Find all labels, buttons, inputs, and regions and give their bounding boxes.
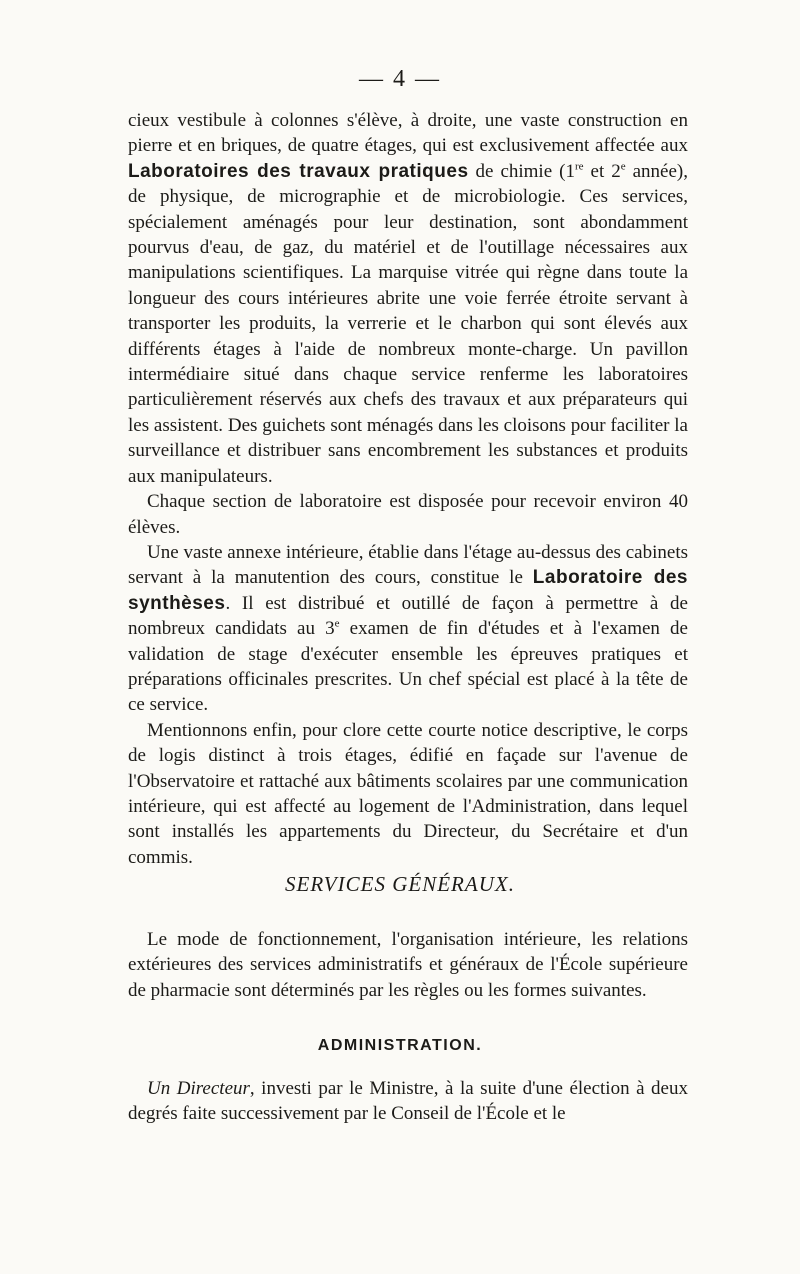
superscript: re: [574, 160, 584, 173]
paragraph-text: Une vaste annexe intérieure, établie dans l'étage au-dessus des cabinets servant à la manutention des cours, constitue le: [128, 541, 688, 589]
laboratoires-travaux-pratiques-term: Laboratoires des travaux pratiques: [128, 160, 469, 182]
sub-heading: ADMINISTRATION.: [317, 1037, 483, 1054]
paragraph-laboratoires: [128, 108, 688, 489]
body-text-administration: [128, 1076, 688, 1127]
paragraph-directeur: [128, 1076, 688, 1127]
paragraph-services-generaux: Le mode de fonctionnement, l'organisation intérieure, les relations extérieures des services administratifs et généraux de l'École supérieure de pharmacie sont déterminés par les règles ou les formes suivantes.: [128, 929, 688, 1001]
superscript: e: [620, 160, 626, 173]
page-number: — 4 —: [359, 66, 441, 92]
paragraph-text: , investi par le Ministre, à la suite d'une élection à deux degrés faite successivement par le Conseil de l'École et le: [128, 1078, 688, 1125]
paragraph-laboratoire-syntheses: [128, 540, 688, 718]
paragraph-corps-de-logis: Mentionnons enfin, pour clore cette courte notice descriptive, le corps de logis distinct à trois étages, édifié en façade sur l'avenue de l'Observatoire et rattaché aux bâtiments scolaires par une communication intérieure, qui est affecté au logement de l'Administration, dans lequel sont installés les appartements du Directeur, du Secrétaire et d'un commis.: [128, 719, 688, 868]
paragraph-text: de chimie (1: [468, 160, 575, 182]
laboratoire-syntheses-term: Laboratoire des synthèses: [128, 567, 688, 614]
paragraph-section-capacity: Chaque section de laboratoire est disposée pour recevoir environ 40 élèves.: [128, 491, 688, 538]
section-heading: SERVICES GÉNÉRAUX.: [285, 872, 515, 896]
superscript: e: [334, 617, 340, 630]
paragraph-text: . Il est distribué et outillé de façon à permettre à de nombreux candidats au 3: [128, 592, 688, 640]
directeur-term: Un Directeur: [147, 1078, 250, 1099]
body-text-services: [128, 927, 688, 1003]
paragraph-text: et 2: [583, 160, 621, 182]
paragraph-text: examen de fin d'études et à l'examen de validation de stage d'exécuter ensemble les épreuves pratiques et préparations officinales prescrites. Un chef spécial est placé à la tête de ce service.: [128, 618, 688, 716]
paragraph-text: cieux vestibule à colonnes s'élève, à droite, une vaste construction en pierre et en briques, de quatre étages, qui est exclusivement affectée aux: [128, 110, 688, 157]
paragraph-text: année), de physique, de micrographie et de microbiologie. Ces services, spécialement aménagés pour leur destination, sont abondamment pourvus d'eau, de gaz, du matériel et de l'outillage nécessaires aux manipulations scientifiques. La marquise vitrée qui règne dans toute la longueur des cours intérieures abrite une voie ferrée étroite servant à transporter les produits, la verrerie et le charbon qui sont élevés aux différents étages à l'aide de nombreux monte-charge. Un pavillon intermédiaire situé dans chaque service renferme les laboratoires particulièrement réservés aux chefs des travaux et aux préparateurs qui les assistent. Des guichets sont ménagés dans les cloisons pour faciliter la surveillance et distribuer sans encombrement les substances et produits aux manipulateurs.: [128, 160, 688, 487]
body-text-upper: [128, 108, 688, 870]
